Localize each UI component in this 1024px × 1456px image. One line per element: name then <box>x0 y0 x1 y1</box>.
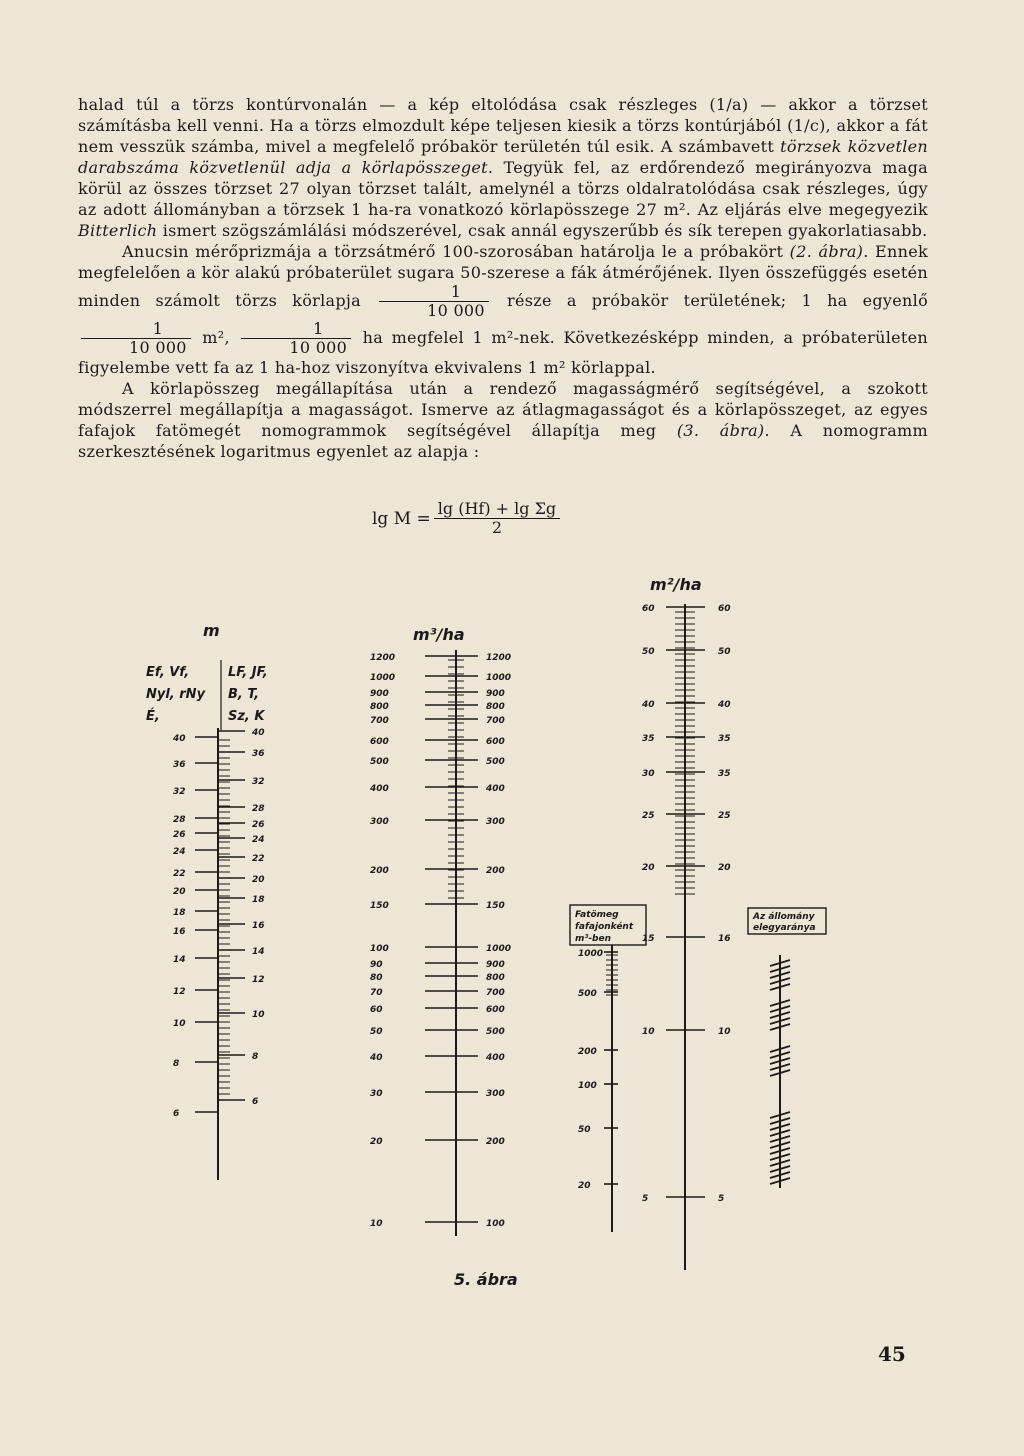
volume-tick-label-right: 400 <box>486 1053 505 1063</box>
basal-area-tick-label-right: 40 <box>718 700 731 710</box>
height-tick-label-right: 36 <box>252 749 265 759</box>
basal-area-tick-label-left: 20 <box>642 863 655 873</box>
basal-area-tick-label-left: 25 <box>642 811 655 821</box>
volume-tick-label-left: 200 <box>370 866 389 876</box>
text-run: ha megfelel 1 m²-nek. Következésképp minden, a próbaterületen figyelembe vett fa az 1 ha-hoz viszonyítva ekvivalens 1 m² körlappal. <box>78 328 929 377</box>
fraction-denominator: 10 000 <box>427 301 485 320</box>
volume-tick-label-right: 1000 <box>486 944 512 954</box>
text-run: része a próbakör területének; 1 ha egyenlő <box>491 291 928 310</box>
text-run: m², <box>193 328 239 347</box>
volume-tick-label-left: 300 <box>370 817 389 827</box>
volume-tick-label-right: 300 <box>486 817 505 827</box>
species-volume-box-text: m³-ben <box>575 934 612 944</box>
height-tick-label-right: 26 <box>252 820 265 830</box>
fraction-numerator: 1 <box>241 320 351 339</box>
mixture-box-text: elegyaránya <box>753 923 816 933</box>
height-tick-label-right: 16 <box>252 921 265 931</box>
height-tick-label-left: 16 <box>173 927 186 937</box>
basal-area-tick-label-right: 5 <box>718 1194 725 1204</box>
volume-tick-label-left: 1200 <box>370 653 396 663</box>
species-volume-box-text: Fatömeg <box>575 910 619 920</box>
italic-run: Bitterlich <box>78 221 158 240</box>
height-tick-label-right: 40 <box>252 728 265 738</box>
volume-tick-label-left: 800 <box>370 702 389 712</box>
volume-tick-label-right: 800 <box>486 702 505 712</box>
height-tick-label-left: 6 <box>173 1109 180 1119</box>
axis-height-unit: m <box>203 621 220 640</box>
volume-tick-label-right: 200 <box>486 1137 505 1147</box>
basal-area-tick-label-left: 50 <box>642 647 655 657</box>
height-tick-label-right: 12 <box>252 975 265 985</box>
height-tick-label-left: 20 <box>173 887 186 897</box>
height-tick-label-left: 12 <box>173 987 186 997</box>
height-tick-label-left: 22 <box>173 869 186 879</box>
volume-tick-label-left: 700 <box>370 716 389 726</box>
italic-run: (3. ábra) <box>676 421 765 440</box>
basal-area-tick-label-right: 60 <box>718 604 731 614</box>
height-tick-label-right: 14 <box>252 947 265 957</box>
height-tick-label-left: 28 <box>173 815 186 825</box>
basal-area-tick-label-right: 35 <box>718 769 731 779</box>
mixture-box-text: Az állomány <box>753 912 815 922</box>
figure-caption: 5. ábra <box>454 1270 518 1289</box>
species-volume-tick-label: 100 <box>578 1081 597 1091</box>
volume-tick-label-left: 70 <box>370 988 383 998</box>
height-header-left: É, <box>146 709 160 724</box>
volume-tick-label-right: 800 <box>486 973 505 983</box>
height-tick-label-right: 24 <box>252 835 265 845</box>
volume-tick-label-left: 600 <box>370 737 389 747</box>
fraction-numerator: 1 <box>379 283 489 302</box>
species-volume-tick-label: 50 <box>578 1125 591 1135</box>
volume-tick-label-left: 30 <box>370 1089 383 1099</box>
height-header-right: Sz, K <box>228 709 265 724</box>
volume-tick-label-left: 900 <box>370 689 389 699</box>
volume-tick-label-right: 1000 <box>486 673 512 683</box>
basal-area-tick-label-left: 35 <box>642 734 655 744</box>
fraction-numerator: 1 <box>81 320 191 339</box>
height-tick-label-right: 28 <box>252 804 265 814</box>
height-tick-label-left: 26 <box>173 830 186 840</box>
text-run: . Ennek megfelelően a kör alakú próbaterület sugara 50-szerese a fák átmérőjének. Ilyen összefüggés esetén minden számolt törzs körlapja <box>78 242 929 310</box>
basal-area-tick-label-left: 60 <box>642 604 655 614</box>
volume-tick-label-right: 600 <box>486 1005 505 1015</box>
volume-tick-label-right: 300 <box>486 1089 505 1099</box>
basal-area-tick-label-right: 10 <box>718 1027 731 1037</box>
volume-tick-label-left: 400 <box>370 784 389 794</box>
volume-tick-label-right: 150 <box>486 901 505 911</box>
volume-tick-label-right: 100 <box>486 1219 505 1229</box>
text-run: . A nomogramm szerkesztésének logaritmus egyenlet az alapja : <box>78 421 928 461</box>
volume-tick-label-left: 40 <box>370 1053 383 1063</box>
text-run: Anucsin mérőprizmája a törzsátmérő 100-szorosában határolja le a próbakört <box>122 242 790 261</box>
basal-area-tick-label-left: 40 <box>642 700 655 710</box>
page-number: 45 <box>878 1342 906 1366</box>
basal-area-tick-label-right: 25 <box>718 811 731 821</box>
height-tick-label-right: 8 <box>252 1052 259 1062</box>
volume-tick-label-right: 700 <box>486 988 505 998</box>
text-run: ismert szögszámlálási módszerével, csak annál egyszerűbb és sík terepen gyakorlatiasabb. <box>157 221 928 240</box>
axis-basal-area-unit: m²/ha <box>650 575 702 594</box>
height-header-left: Ef, Vf, <box>146 665 190 680</box>
volume-tick-label-right: 900 <box>486 960 505 970</box>
height-header-right: LF, JF, <box>228 665 268 680</box>
basal-area-tick-label-right: 50 <box>718 647 731 657</box>
height-header-left: Nyl, rNy <box>146 687 206 702</box>
volume-tick-label-left: 1000 <box>370 673 396 683</box>
fraction-denominator: 10 000 <box>129 338 187 357</box>
volume-tick-label-right: 200 <box>486 866 505 876</box>
height-tick-label-left: 8 <box>173 1059 180 1069</box>
volume-tick-label-left: 50 <box>370 1027 383 1037</box>
height-tick-label-right: 18 <box>252 895 265 905</box>
volume-tick-label-left: 20 <box>370 1137 383 1147</box>
volume-tick-label-left: 80 <box>370 973 383 983</box>
height-tick-label-left: 24 <box>173 847 186 857</box>
volume-tick-label-right: 1200 <box>486 653 512 663</box>
volume-tick-label-left: 500 <box>370 757 389 767</box>
height-tick-label-left: 40 <box>173 734 186 744</box>
height-tick-label-right: 10 <box>252 1010 265 1020</box>
formula-lhs: lg M = <box>372 508 431 529</box>
text-run: halad túl a törzs kontúrvonalán — a kép eltolódása csak részleges (1/a) — akkor a törzset számításba kell venni. Ha a törzs elmozdult képe teljesen kiesik a törzs kontúrjából (1/c), akkor a fát nem vesszük számba, mivel a megfelelő próbakör területén túl esik. A számbavett <box>78 95 928 156</box>
axis-volume-unit: m³/ha <box>413 625 465 644</box>
species-volume-box-text: fafajonként <box>575 922 634 932</box>
height-tick-label-right: 20 <box>252 875 265 885</box>
height-header-right: B, T, <box>228 687 260 702</box>
formula-numerator: lg (Hf) + lg Σg <box>434 500 560 519</box>
height-tick-label-right: 6 <box>252 1097 259 1107</box>
height-tick-label-right: 22 <box>252 854 265 864</box>
volume-tick-label-right: 400 <box>486 784 505 794</box>
fraction-denominator: 10 000 <box>289 338 348 357</box>
volume-tick-label-left: 100 <box>370 944 389 954</box>
volume-tick-label-right: 500 <box>486 757 505 767</box>
formula-denominator: 2 <box>491 518 503 537</box>
height-tick-label-left: 18 <box>173 908 186 918</box>
basal-area-tick-label-left: 10 <box>642 1027 655 1037</box>
species-volume-tick-label: 200 <box>578 1047 597 1057</box>
height-tick-label-left: 32 <box>173 787 186 797</box>
basal-area-tick-label-right: 16 <box>718 934 731 944</box>
height-tick-label-left: 10 <box>173 1019 186 1029</box>
volume-tick-label-right: 600 <box>486 737 505 747</box>
volume-tick-label-right: 900 <box>486 689 505 699</box>
italic-run: (2. ábra) <box>789 242 864 261</box>
text-run: . Tegyük fel, az erdőrendező megirányozva maga körül az összes törzset 27 olyan törzset talált, amelynél a törzs oldalratolódása csak részleges, úgy az adott állományban a törzsek 1 ha-ra vonatkozó körlapösszege 27 m². Az eljárás elve megegyezik <box>78 158 928 219</box>
basal-area-tick-label-right: 20 <box>718 863 731 873</box>
italic-run: törzsek közvetlen darabszáma közvetlenül adja a körlapösszeget <box>78 137 928 177</box>
species-volume-tick-label: 1000 <box>578 949 604 959</box>
volume-tick-label-right: 500 <box>486 1027 505 1037</box>
volume-tick-label-right: 700 <box>486 716 505 726</box>
species-volume-tick-label: 20 <box>578 1181 591 1191</box>
basal-area-tick-label-left: 30 <box>642 769 655 779</box>
volume-tick-label-left: 150 <box>370 901 389 911</box>
volume-tick-label-left: 60 <box>370 1005 383 1015</box>
height-tick-label-right: 32 <box>252 777 265 787</box>
volume-tick-label-left: 90 <box>370 960 383 970</box>
basal-area-tick-label-left: 15 <box>642 934 655 944</box>
species-volume-tick-label: 500 <box>578 989 597 999</box>
volume-tick-label-left: 10 <box>370 1219 383 1229</box>
text-run: A körlapösszeg megállapítása után a rendező magasságmérő segítségével, a szokott módszerrel megállapítja a magasságot. Ismerve az átlagmagasságot és a körlapösszeget, az egyes fafajok fatömegét nomogrammok segítségével állapítja meg <box>78 379 928 440</box>
basal-area-tick-label-right: 35 <box>718 734 731 744</box>
height-tick-label-left: 36 <box>173 760 186 770</box>
height-tick-label-left: 14 <box>173 955 186 965</box>
basal-area-tick-label-left: 5 <box>642 1194 649 1204</box>
